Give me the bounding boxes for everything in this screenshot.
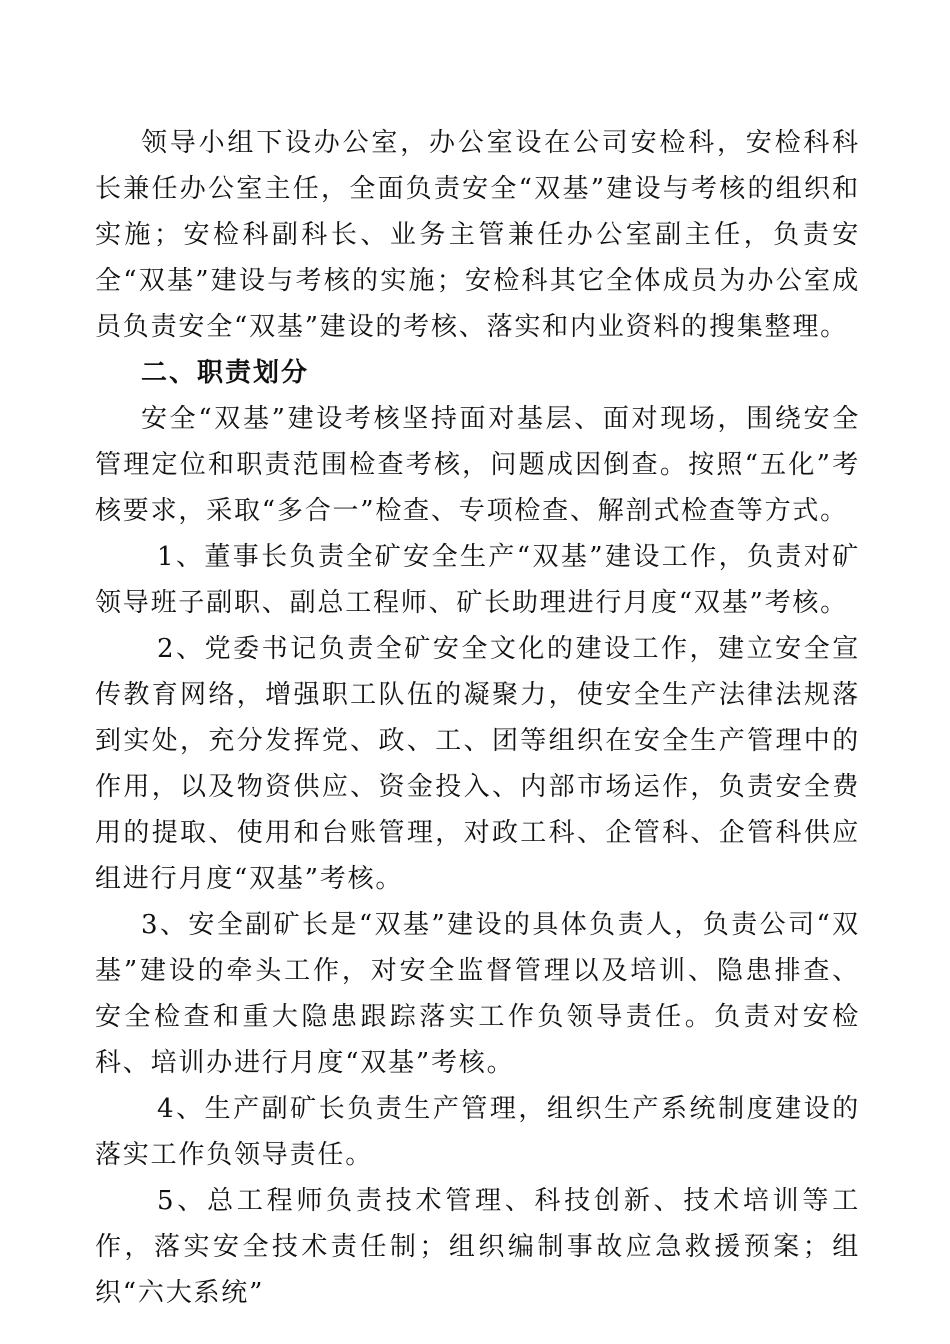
list-item-production-deputy: 4、生产副矿长负责生产管理，组织生产系统制度建设的落实工作负领导责任。: [95, 1094, 860, 1170]
list-item-chairman: 1、董事长负责全矿安全生产“双基”建设工作，负责对矿领导班子副职、副总工程师、矿长助理进行月度“双基”考核。: [95, 542, 860, 618]
list-item-chief-engineer: 5、总工程师负责技术管理、科技创新、技术培训等工作，落实安全技术责任制；组织编制事故应急救援预案；组织“六大系统”: [95, 1186, 860, 1308]
section-heading-responsibilities: 二、职责划分: [141, 358, 310, 388]
list-item-party-secretary: 2、党委书记负责全矿安全文化的建设工作，建立安全宣传教育网络，增强职工队伍的凝聚力，使安全生产法律法规落到实处，充分发挥党、政、工、团等组织在安全生产管理中的作用，以及物资供应、资金投入、内部市场运作，负责安全费用的提取、使用和台账管理，对政工科、企管科、企管科供应组进行月度“双基”考核。: [95, 634, 860, 894]
list-item-safety-deputy: 3、安全副矿长是“双基”建设的具体负责人，负责公司“双基”建设的牵头工作，对安全监督管理以及培训、隐患排查、安全检查和重大隐患跟踪落实工作负领导责任。负责对安检科、培训办进行月度“双基”考核。: [95, 910, 860, 1078]
paragraph-assessment-principle: 安全“双基”建设考核坚持面对基层、面对现场，围绕安全管理定位和职责范围检查考核，问题成因倒查。按照“五化”考核要求，采取“多合一”检查、专项检查、解剖式检查等方式。: [95, 404, 861, 526]
paragraph-office-setup: 领导小组下设办公室，办公室设在公司安检科，安检科科长兼任办公室主任，全面负责安全“双基”建设与考核的组织和实施；安检科副科长、业务主管兼任办公室副主任，负责安全“双基”建设与考核的实施；安检科其它全体成员为办公室成员负责安全“双基”建设的考核、落实和内业资料的搜集整理。: [95, 128, 861, 342]
document-body: [95, 120, 860, 1316]
